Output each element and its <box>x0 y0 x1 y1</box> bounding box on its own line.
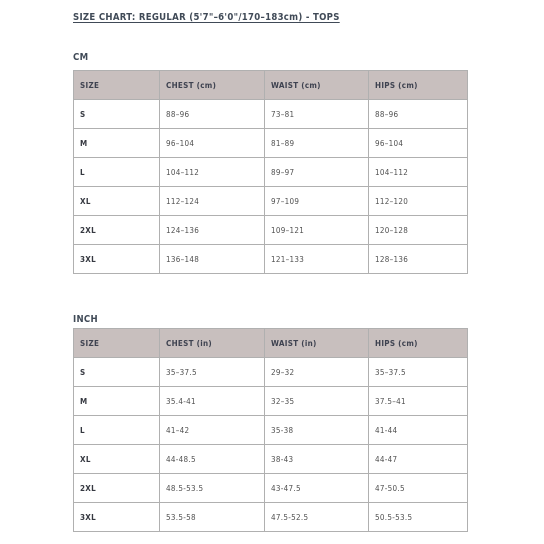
header-size: SIZE <box>74 71 160 100</box>
header-waist: WAIST (in) <box>265 329 369 358</box>
chest-cell: 96–104 <box>160 129 265 158</box>
waist-cell: 47.5-52.5 <box>265 503 369 532</box>
hips-cell: 47-50.5 <box>369 474 468 503</box>
table-row <box>74 358 468 387</box>
chest-cell: 88–96 <box>160 100 265 129</box>
size-cell: M <box>74 129 160 158</box>
table-row <box>74 129 468 158</box>
cm-section-label: CM <box>73 52 89 63</box>
size-cell: 2XL <box>74 216 160 245</box>
table-row <box>74 503 468 532</box>
table-row <box>74 158 468 187</box>
table-header-row <box>74 71 468 100</box>
waist-cell: 109–121 <box>265 216 369 245</box>
table-row <box>74 416 468 445</box>
size-cell: 3XL <box>74 503 160 532</box>
hips-cell: 128–136 <box>369 245 468 274</box>
hips-cell: 35–37.5 <box>369 358 468 387</box>
waist-cell: 35-38 <box>265 416 369 445</box>
waist-cell: 97–109 <box>265 187 369 216</box>
table-header-row <box>74 329 468 358</box>
header-chest: CHEST (cm) <box>160 71 265 100</box>
cm-size-table <box>73 70 468 274</box>
table-row <box>74 445 468 474</box>
waist-cell: 81–89 <box>265 129 369 158</box>
hips-cell: 96–104 <box>369 129 468 158</box>
hips-cell: 50.5-53.5 <box>369 503 468 532</box>
waist-cell: 29–32 <box>265 358 369 387</box>
header-hips: HIPS (cm) <box>369 71 468 100</box>
hips-cell: 44-47 <box>369 445 468 474</box>
size-cell: 2XL <box>74 474 160 503</box>
chest-cell: 44-48.5 <box>160 445 265 474</box>
hips-cell: 112–120 <box>369 187 468 216</box>
hips-cell: 37.5–41 <box>369 387 468 416</box>
size-cell: 3XL <box>74 245 160 274</box>
size-cell: XL <box>74 445 160 474</box>
page-title: SIZE CHART: REGULAR (5'7"–6'0"/170–183cm) - TOPS <box>73 12 340 23</box>
chest-cell: 136–148 <box>160 245 265 274</box>
size-cell: L <box>74 158 160 187</box>
size-cell: S <box>74 358 160 387</box>
hips-cell: 120–128 <box>369 216 468 245</box>
inch-size-table <box>73 328 468 532</box>
header-chest: CHEST (in) <box>160 329 265 358</box>
chest-cell: 112–124 <box>160 187 265 216</box>
waist-cell: 38-43 <box>265 445 369 474</box>
table-row <box>74 245 468 274</box>
chest-cell: 41–42 <box>160 416 265 445</box>
table-row <box>74 187 468 216</box>
size-cell: L <box>74 416 160 445</box>
chest-cell: 35–37.5 <box>160 358 265 387</box>
waist-cell: 73–81 <box>265 100 369 129</box>
header-hips: HIPS (cm) <box>369 329 468 358</box>
chest-cell: 104–112 <box>160 158 265 187</box>
table-row <box>74 216 468 245</box>
hips-cell: 104–112 <box>369 158 468 187</box>
waist-cell: 121–133 <box>265 245 369 274</box>
waist-cell: 43-47.5 <box>265 474 369 503</box>
table-row <box>74 474 468 503</box>
size-cell: M <box>74 387 160 416</box>
inch-section-label: INCH <box>73 314 98 325</box>
hips-cell: 88–96 <box>369 100 468 129</box>
table-row <box>74 387 468 416</box>
size-cell: S <box>74 100 160 129</box>
waist-cell: 32–35 <box>265 387 369 416</box>
chest-cell: 53.5-58 <box>160 503 265 532</box>
hips-cell: 41-44 <box>369 416 468 445</box>
chest-cell: 48.5-53.5 <box>160 474 265 503</box>
table-row <box>74 100 468 129</box>
size-cell: XL <box>74 187 160 216</box>
header-waist: WAIST (cm) <box>265 71 369 100</box>
chest-cell: 35.4-41 <box>160 387 265 416</box>
header-size: SIZE <box>74 329 160 358</box>
chest-cell: 124–136 <box>160 216 265 245</box>
waist-cell: 89–97 <box>265 158 369 187</box>
